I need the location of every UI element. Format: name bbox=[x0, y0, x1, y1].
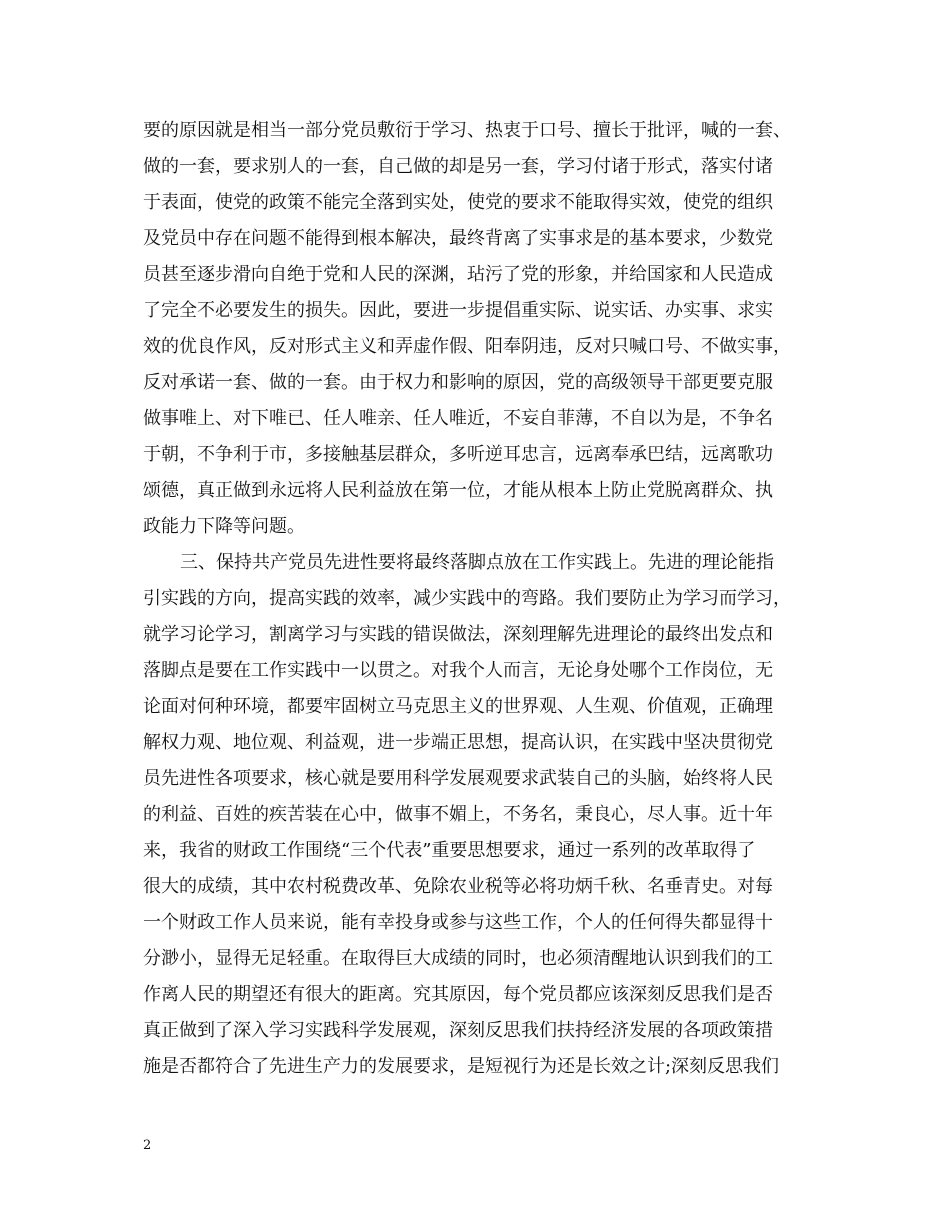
text-line: 效的优良作风，反对形式主义和弄虚作假、阳奉阴违，反对只喊口号、不做实事， bbox=[143, 336, 791, 357]
text-line: 施是否都符合了先进生产力的发展要求，是短视行为还是长效之计;深刻反思我们 bbox=[143, 1056, 780, 1077]
text-line: 员先进性各项要求，核心就是要用科学发展观要求武装自己的头脑，始终将人民 bbox=[143, 768, 773, 789]
text-line: 分渺小，显得无足轻重。在取得巨大成绩的同时，也必须清醒地认识到我们的工 bbox=[143, 948, 773, 969]
text-line: 作离人民的期望还有很大的距离。究其原因，每个党员都应该深刻反思我们是否 bbox=[143, 984, 773, 1005]
text-line: 的利益、百姓的疾苦装在心中，做事不媚上，不务名，秉良心，尽人事。近十年 bbox=[143, 804, 773, 825]
page-number: 2 bbox=[143, 1138, 152, 1153]
text-line: 做事唯上、对下唯已、任人唯亲、任人唯近，不妄自菲薄，不自以为是，不争名 bbox=[143, 408, 773, 429]
text-line: 反对承诺一套、做的一套。由于权力和影响的原因，党的高级领导干部更要克服 bbox=[143, 372, 773, 393]
text-line: 解权力观、地位观、利益观，进一步端正思想，提高认识，在实践中坚决贯彻党 bbox=[143, 732, 773, 753]
text-line: 很大的成绩，其中农村税费改革、免除农业税等必将功炳千秋、名垂青史。对每 bbox=[143, 876, 773, 897]
text-line: 颂德，真正做到永远将人民利益放在第一位，才能从根本上防止党脱离群众、执 bbox=[143, 480, 773, 501]
text-line: 落脚点是要在工作实践中一以贯之。对我个人而言，无论身处哪个工作岗位，无 bbox=[143, 660, 773, 681]
text-line: 论面对何种环境，都要牢固树立马克思主义的世界观、人生观、价值观，正确理 bbox=[143, 696, 773, 717]
text-line: 政能力下降等问题。 bbox=[143, 516, 305, 537]
text-line: 真正做到了深入学习实践科学发展观，深刻反思我们扶持经济发展的各项政策措 bbox=[143, 1020, 773, 1041]
text-line: 做的一套，要求别人的一套，自己做的却是另一套，学习付诸于形式，落实付诸 bbox=[143, 156, 773, 177]
text-line: 引实践的方向，提高实践的效率，减少实践中的弯路。我们要防止为学习而学习， bbox=[143, 588, 791, 609]
text-line: 及党员中存在问题不能得到根本解决，最终背离了实事求是的基本要求，少数党 bbox=[143, 228, 773, 249]
text-line: 一个财政工作人员来说，能有幸投身或参与这些工作，个人的任何得失都显得十 bbox=[143, 912, 773, 933]
text-line: 来，我省的财政工作围绕“三个代表”重要思想要求，通过一系列的改革取得了 bbox=[143, 840, 756, 861]
text-line: 员甚至逐步滑向自绝于党和人民的深渊，玷污了党的形象，并给国家和人民造成 bbox=[143, 264, 773, 285]
paragraph-first-line: 三、保持共产党员先进性要将最终落脚点放在工作实践上。先进的理论能指 bbox=[180, 552, 774, 573]
text-line: 于朝，不争利于市，多接触基层群众，多听逆耳忠言，远离奉承巴结，远离歌功 bbox=[143, 444, 773, 465]
text-line: 要的原因就是相当一部分党员敷衍于学习、热衷于口号、擅长于批评，喊的一套、 bbox=[143, 120, 791, 141]
text-line: 于表面，使党的政策不能完全落到实处，使党的要求不能取得实效，使党的组织 bbox=[143, 192, 773, 213]
text-line: 就学习论学习，割离学习与实践的错误做法，深刻理解先进理论的最终出发点和 bbox=[143, 624, 773, 645]
text-line: 了完全不必要发生的损失。因此，要进一步提倡重实际、说实话、办实事、求实 bbox=[143, 300, 773, 321]
